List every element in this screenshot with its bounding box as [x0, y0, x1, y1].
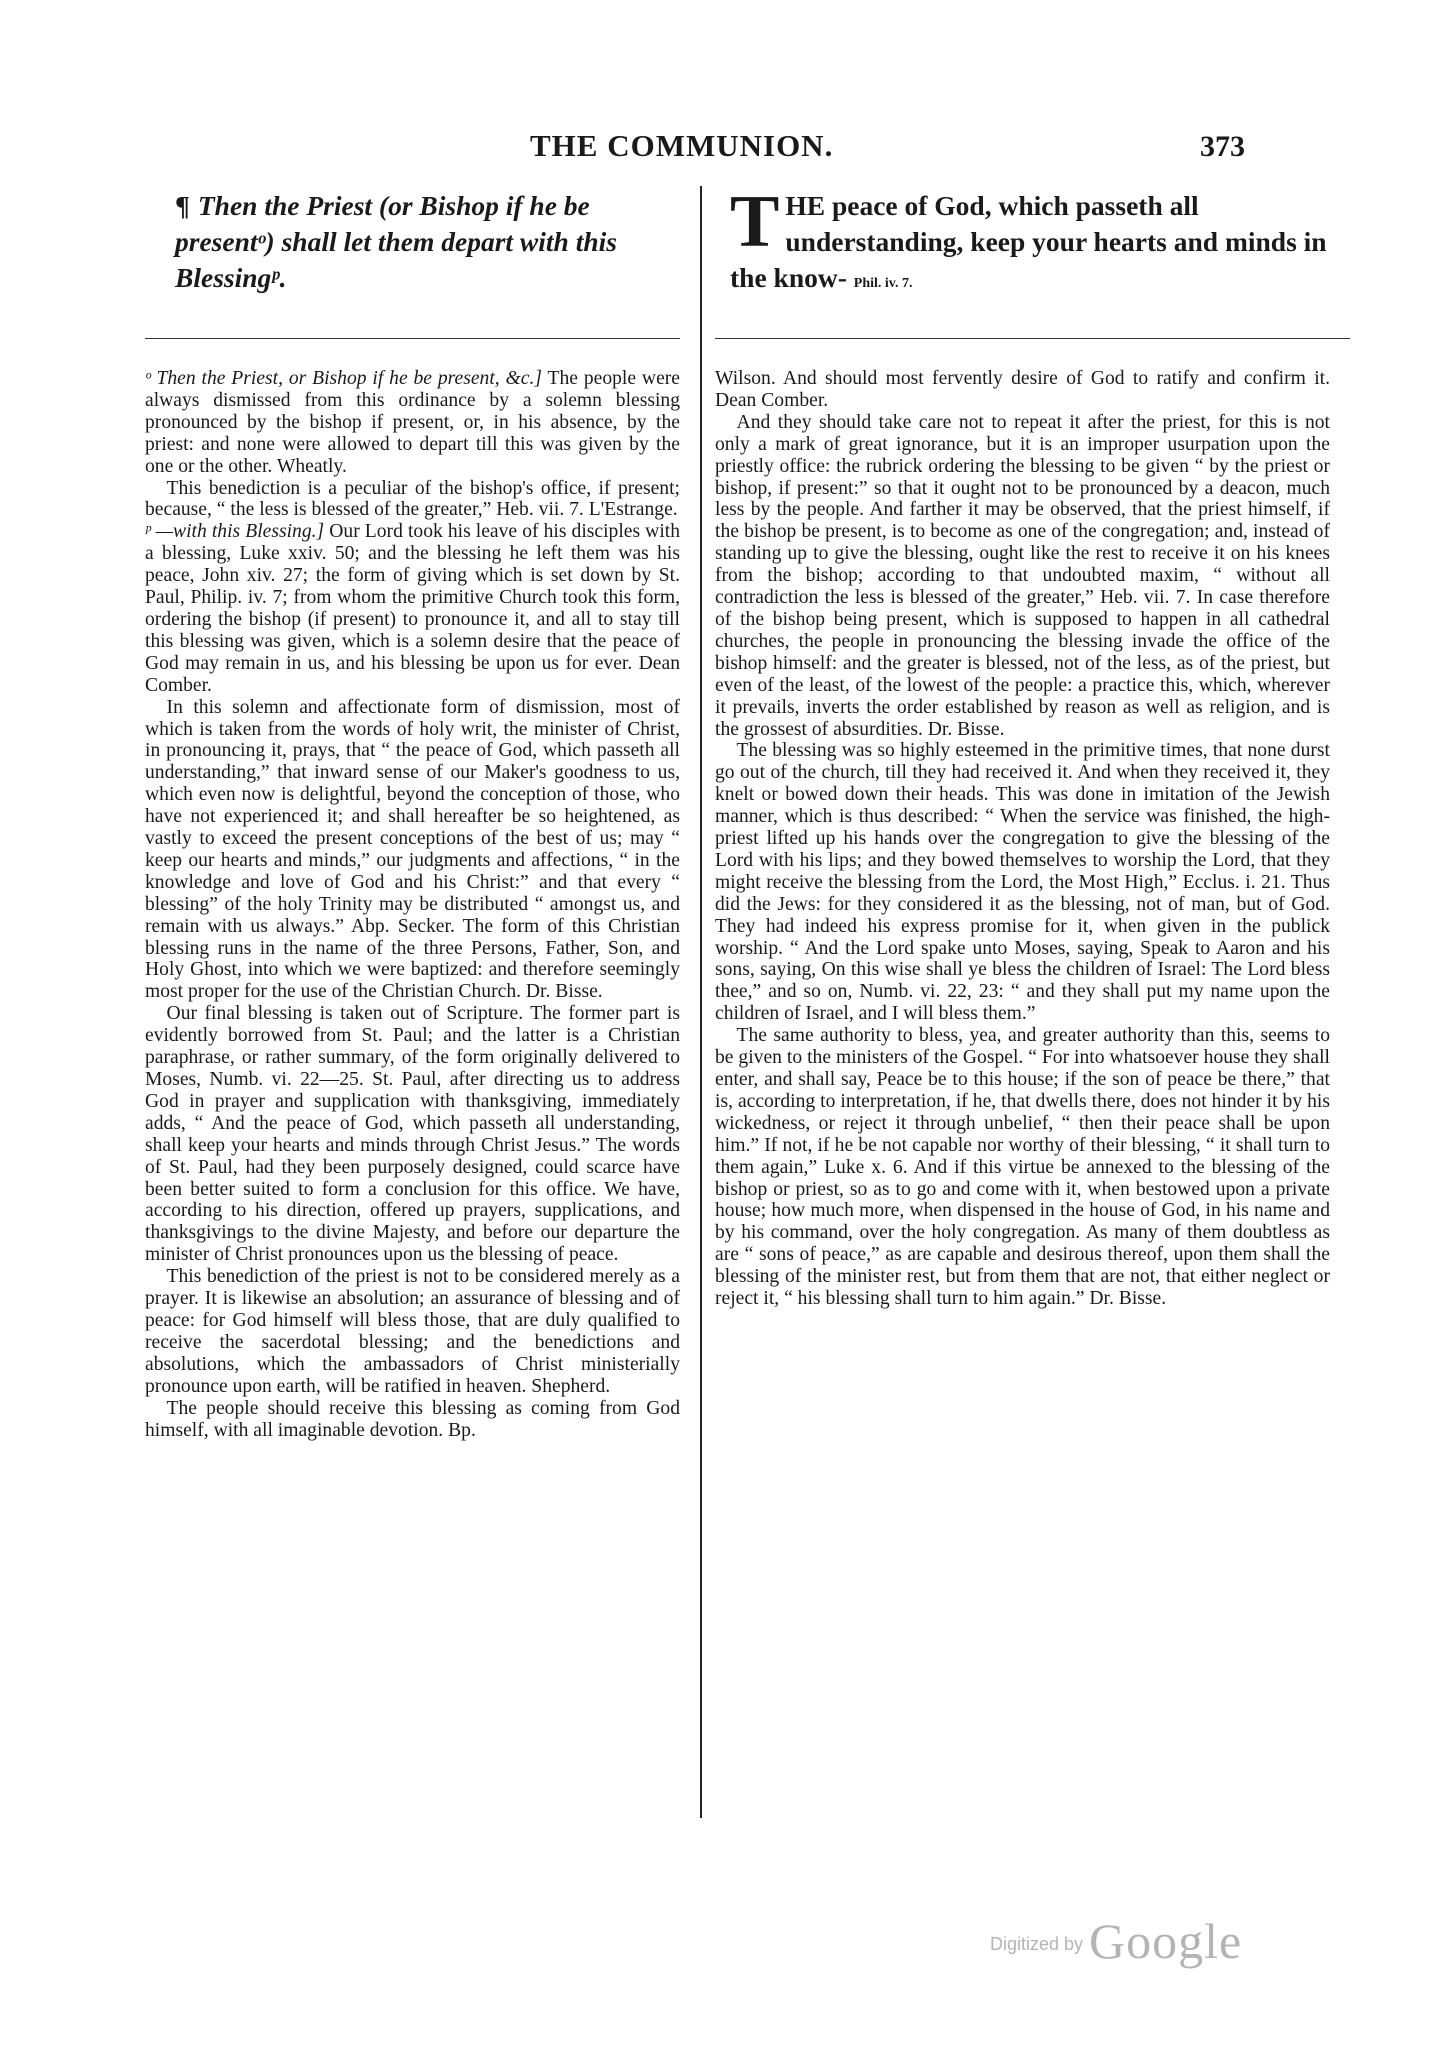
note-paragraph — [715, 1025, 1330, 1310]
benediction-text: HE peace of God, which passeth all understanding, keep your hearts and minds in the know- — [730, 190, 1327, 293]
note-paragraph — [715, 412, 1330, 741]
note-paragraph — [145, 521, 680, 696]
page-title: THE COMMUNION. — [530, 128, 834, 163]
note-text: Wilson. And should most fervently desire of God to ratify and confirm it. Dean Comber. — [715, 368, 1330, 411]
drop-cap: T — [730, 181, 780, 263]
note-text: This benediction of the priest is not to be considered merely as a prayer. It is likewise an absolution; an assurance of blessing and of peace: for God himself will bless those, that are duly qualified to receive the sacerdotal blessing; and the benedictions and absolutions, which the ambassadors of Christ ministerially pronounce upon earth, will be ratified in heaven. Shepherd. — [145, 1266, 680, 1397]
note-text: Our final blessing is taken out of Scripture. The former part is evidently borrowed from St. Paul; and the latter is a Christian paraphrase, or rather summary, of the form originally delivered to Moses, Numb. vi. 22—25. St. Paul, after directing us to address God in prayer and supplication with thanksgiving, immediately adds, “ And the peace of God, which passeth all understanding, shall keep your hearts and minds through Christ Jesus.” The words of St. Paul, had they been purposely designed, could scarce have been better suited to form a conclusion for this office. We have, according to his direction, offered up prayers, supplications, and thanksgivings to the divine Majesty, and before our departure the minister of Christ pronounces upon us the blessing of peace. — [145, 1003, 680, 1266]
digitized-watermark — [990, 1912, 1242, 1970]
benediction — [730, 181, 1330, 302]
note-paragraph — [145, 1266, 680, 1397]
note-paragraph — [145, 1003, 680, 1266]
note-paragraph — [715, 740, 1330, 1025]
rubric-text: Then the Priest (or Bishop if he be presentᵒ) shall let them depart with this Blessingᵖ. — [175, 190, 618, 293]
notes-column-right — [715, 368, 1330, 1310]
note-text: Our Lord took his leave of his disciples with a blessing, Luke xxiv. 50; and the blessing he left them was his peace, John xiv. 27; the form of giving which is set down by St. Paul, Philip. iv. 7; from whom the primitive Church took this form, ordering the bishop (if present) to pronounce it, and all to stay till this blessing was given, which is a solemn desire that the peace of God may remain in us, and his blessing be upon us for ever. Dean Comber. — [145, 521, 681, 696]
note-paragraph — [145, 368, 680, 478]
note-paragraph — [145, 1398, 680, 1442]
note-text: The same authority to bless, yea, and greater authority than this, seems to be given to the ministers of the Gospel. “ For into whatsoever house they shall enter, and shall say, Peace be to this house; if the son of peace be there,” that is, according to interpretation, if he, that dwells there, does not hinder it by his wickedness, or reject it through unbelief, “ then their peace shall be upon him.” If not, if he be not capable nor worthy of their blessing, “ it shall turn to them again,” Luke x. 6. And if this virtue be annexed to the blessing of the bishop or priest, so as to go and come with it, when bestowed upon a private house; how much more, when dispensed in the house of God, in his name and by his command, over the holy congregation. As many of them doubtless as are “ sons of peace,” as are capable and desirous thereof, upon them shall the blessing of the minister rest, but from them that are not, that either neglect or reject it, “ his blessing shall turn to him again.” Dr. Bisse. — [715, 1025, 1330, 1310]
scripture-reference: Phil. iv. 7. — [853, 276, 913, 291]
watermark-prefix: Digitized by — [990, 1934, 1084, 1954]
google-logo: Google — [1089, 1913, 1243, 1969]
running-head — [150, 128, 1330, 170]
note-text: The people should receive this blessing as coming from God himself, with all imaginable devotion. Bp. — [145, 1397, 680, 1441]
divider-rule-right — [715, 338, 1350, 339]
note-text: The people were always dismissed from this ordinance by a solemn blessing pronounced by the bishop if present, or, in his absence, by the priest: and none were allowed to depart till this was given by the one or the other. Wheatly. — [145, 368, 680, 477]
column-divider — [700, 186, 702, 1818]
note-text: This benediction is a peculiar of the bishop's office, if present; because, “ the less is blessed of the greater,” Heb. vii. 7. L'Estrange. — [145, 477, 680, 521]
note-lead: ᵖ —with this Blessing.] — [145, 521, 325, 543]
note-text: And they should take care not to repeat it after the priest, for this is not only a mark of great ignorance, but it is an improper usurpation upon the priestly office: the rubrick ordering the blessing to be given “ by the priest or bishop, if present:” so that it ought not to be pronounced by a deacon, much less by the people. And farther it may be observed, that the priest himself, if the bishop be present, is to become as one of the congregation; and, instead of standing up to give the blessing, ought like the rest to receive it on his knees from the bishop; according to that undoubted maxim, “ without all contradiction the less is blessed of the greater,” Heb. vii. 7. In case therefore of the bishop being present, which is supposed to happen in all cathedral churches, the people in pronouncing the blessing invade the office of the bishop himself: and the greater is blessed, not of the less, as of the priest, but even of the least, of the lowest of the people: a practice this, which, wherever it prevails, inverts the order established by reason as well as religion, and is the grossest of absurdities. Dr. Bisse. — [715, 411, 1330, 740]
note-lead: ᵒ Then the Priest, or Bishop if he be present, &c.] — [145, 368, 543, 389]
note-text: The blessing was so highly esteemed in the primitive times, that none durst go out of the church, till they had received it. And when they received it, they knelt or bowed down their heads. This was done in imitation of the Jewish manner, which is thus described: “ When the service was finished, the high-priest lifted up his hands over the congregation to give the blessing of the Lord with his lips; and they bowed themselves to worship the Lord, that they might receive the blessing from the Lord, the Most High,” Ecclus. i. 21. Thus did the Jews: for they considered it as the blessing, not of man, but of God. They had indeed his express promise for it, when given in the publick worship. “ And the Lord spake unto Moses, saying, Speak to Aaron and his sons, saying, On this wise shall ye bless the children of Israel: The Lord bless thee,” and so on, Numb. vi. 22, 23: “ and they shall put my name upon the children of Israel, and I will bless them.” — [715, 740, 1330, 1025]
notes-column-left — [145, 368, 680, 1441]
note-text: In this solemn and affectionate form of dismission, most of which is taken from the words of holy writ, the minister of Christ, in pronouncing it, prays, that “ the peace of God, which passeth all understanding,” that inward sense of our Maker's goodness to us, which even now is delightful, beyond the conception of those, who have not experienced it; and shall hereafter be so heightened, as vastly to exceed the present conceptions of the best of us; may “ keep our hearts and minds,” our judgments and affections, “ in the knowledge and love of God and his Christ:” and that every “ blessing” of the holy Trinity may be distributed “ amongst us, and remain with us always.” Abp. Secker. The form of this Christian blessing runs in the name of the three Persons, Father, Son, and Holy Ghost, into which we were baptized: and therefore seemingly most proper for the use of the Christian Church. Dr. Bisse. — [145, 696, 680, 1003]
note-paragraph — [145, 697, 680, 1004]
divider-rule-left — [145, 338, 680, 339]
rubric — [175, 188, 685, 296]
page-number: 373 — [1200, 130, 1245, 163]
pilcrow-icon: ¶ — [175, 190, 190, 221]
note-paragraph — [715, 368, 1330, 412]
note-paragraph — [145, 478, 680, 522]
